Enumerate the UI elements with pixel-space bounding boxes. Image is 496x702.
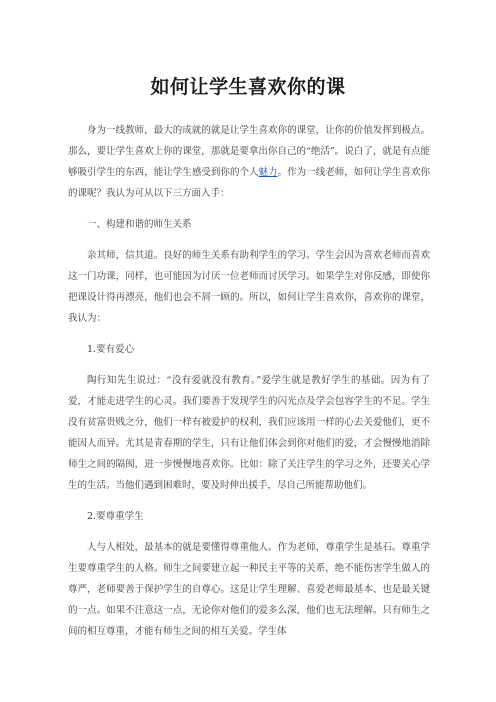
charm-link[interactable]: 魅力 [258,167,278,178]
document-body [68,120,430,652]
intro-text-start: 身为一线教师，最大的成就的就是让学生喜欢你的课堂，让你的价值发挥到极点。那么，要让学生喜欢上你的课堂，那就是要拿出你自己的“绝活”。说白了，就是有点能够吸引学生的东西，能让学生感受到你的个人 [68,125,430,178]
intro-paragraph [68,120,430,204]
subheading-love: 1.要有爱心 [87,344,135,355]
subheading-respect: 2.要尊重学生 [87,511,144,522]
paragraph-respect: 人与人相处，最基本的就是要懂得尊重他人。作为老师，尊重学生是基石。尊重学生要尊重学生的人格。师生之间要建立起一种民主平等的关系，绝不能伤害学生做人的尊严，老师要善于保护学生的自尊心。这是让学生理解、喜爱老师最基本、也是最关键的一点。如果不注意这一点，无论你对他们的爱多么深，他们也无法理解。只有师生之间的相互尊重，才能有师生之间的相互关爱。学生体 [68,542,430,637]
document-title: 如何让学生喜欢你的课 [150,76,346,98]
paragraph-love: 陶行知先生说过：“没有爱就没有教育。”爱学生就是教好学生的基础。因为有了爱，才能走进学生的心灵。我们要善于发现学生的闪光点及学会包容学生的不足。学生没有贫富贵贱之分，他们一样有被爱护的权利，我们应该用一样的心去关爱他们，更不能因人而异。尤其是青春期的学生，只有让他们体会到你对他们的爱，才会慢慢地消除师生之间的隔阂，进一步慢慢地喜欢你。比如：除了关注学生的学习之外，还要关心学生的生活。当他们遇到困难时，要及时伸出援手，尽自己所能帮助他们。 [68,375,430,491]
section-paragraph-1: 亲其师，信其道。良好的师生关系有助利学生的学习。学生会因为喜欢老师而喜欢这一门功课，同样，也可能因为讨厌一位老师而讨厌学习。如果学生对你反感，即使你把课设计得再漂亮，他们也会不屑一顾的。所以，如何让学生喜欢你，喜欢你的课堂，我认为： [68,250,430,324]
section-heading-1: 一、构建和谐的师生关系 [87,219,192,230]
intro-text-end: 。作为一线老师，如何让学生喜欢你的课呢？我认为可从以下三方面入手： [68,167,430,199]
